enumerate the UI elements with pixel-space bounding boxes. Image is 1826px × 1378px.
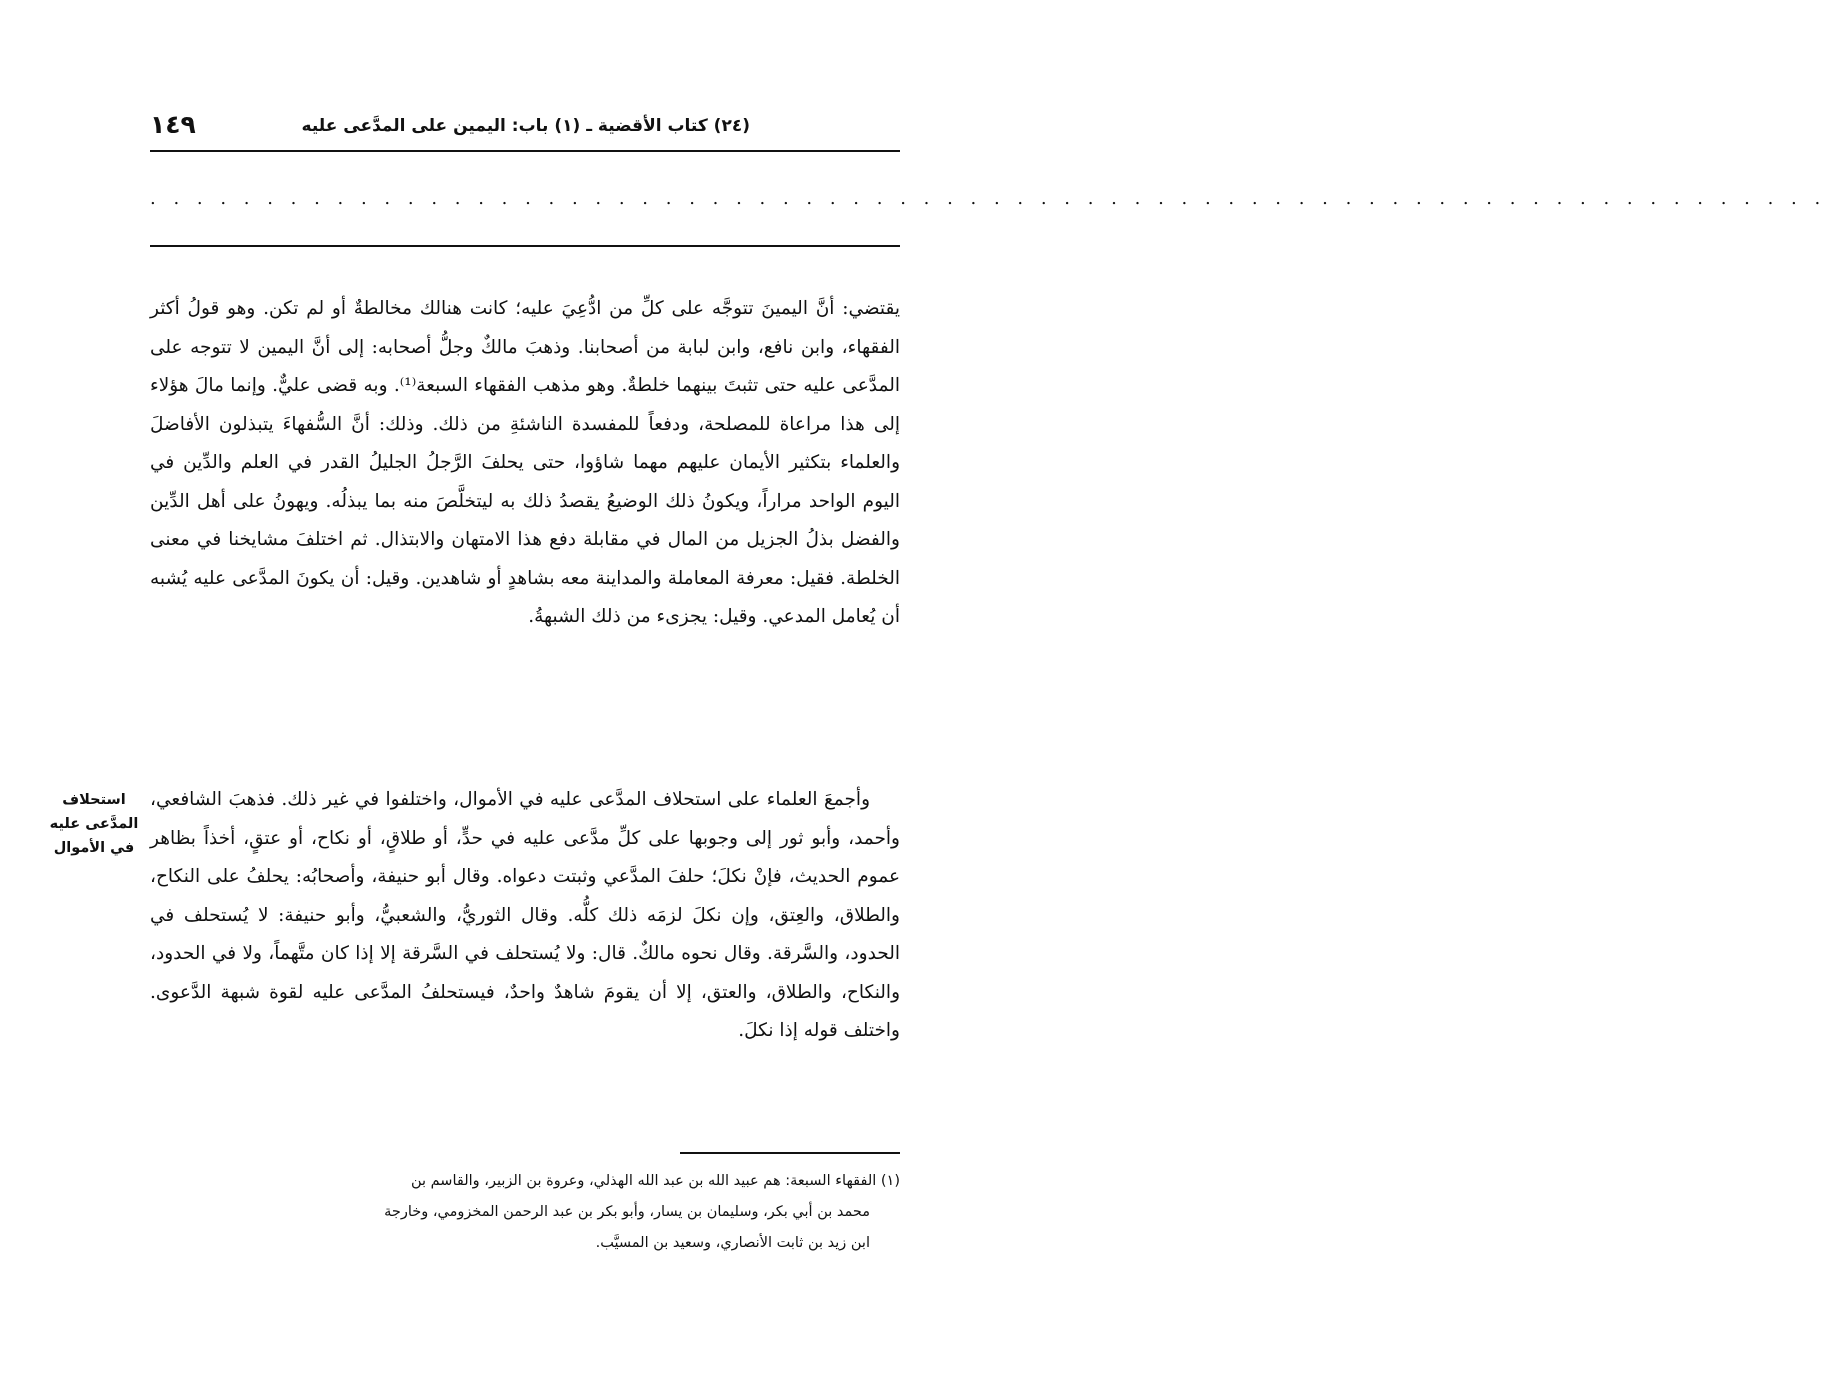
omission-dots: . . . . . . . . . . . . . . . . . . . . . . . . . . . . . . . . . . . . . . . . . . . . . . . . . . . . . . . . . . . . . . . . . . . . . . . . [150, 188, 1826, 209]
body-paragraph-1 [150, 290, 900, 637]
margin-note-line: استحلاف [62, 792, 126, 808]
body-paragraph-2 [150, 781, 900, 1051]
paragraph-text: يقتضي: أنَّ اليمينَ تتوجَّه على كلِّ من ادُّعِيَ عليه؛ كانت هنالك مخالطةٌ أو لم تكن. وهو قولُ أكثر الفقهاء، وابن نافع، وابن لبابة من أصحابنا. وذهبَ مالكٌ وجلُّ أصحابه: إلى أنَّ اليمين لا تتوجه على المدَّعى عليه حتى تثبتَ بينهما خلطةٌ. وهو مذهب الفقهاء السبعة⁽¹⁾. وبه قضى عليٌّ. وإنما مالَ هؤلاء إلى هذا مراعاة للمصلحة، ودفعاً للمفسدة الناشئةِ من ذلك. وذلك: أنَّ السُّفهاءَ يتبذلون الأفاضلَ والعلماء بتكثير الأيمان عليهم مهما شاؤوا، حتى يحلفَ الرَّجلُ الجليلُ القدر في العلم والدِّين في اليوم الواحد مراراً، ويكونُ ذلك الوضيعُ يقصدُ ذلك به ليتخلَّصَ منه بما يبذلُه. ويهونُ على أهل الدِّين والفضل بذلُ الجزيل من المال في مقابلة دفع هذا الامتهان والابتذال. ثم اختلفَ مشايخنا في معنى الخلطة. فقيل: معرفة المعاملة والمداينة معه بشاهدٍ أو شاهدين. وقيل: أن يكونَ المدَّعى عليه يُشبه أن يُعامل المدعي. وقيل: يجزىء من ذلك الشبهةُ. [150, 298, 900, 627]
margin-note [40, 788, 148, 860]
footnote-rule [680, 1152, 900, 1154]
margin-note-line: المدَّعى عليه [49, 816, 139, 832]
paragraph-text: وأجمعَ العلماء على استحلاف المدَّعى عليه في الأموال، واختلفوا في غير ذلك. فذهبَ الشافعي، وأحمد، وأبو ثور إلى وجوبها على كلِّ مدَّعى عليه في حدٍّ، أو طلاقٍ، أو نكاح، أو عتقٍ، أخذاً بظاهر عموم الحديث، فإنْ نكلَ؛ حلفَ المدَّعي وثبتت دعواه. وقال أبو حنيفة، وأصحابُه: يحلفُ على النكاح، والطلاق، والعِتق، وإن نكلَ لزمَه ذلك كلُّه. وقال الثوريُّ، والشعبيُّ، وأبو حنيفة: لا يُستحلف في الحدود، والسَّرقة. وقال نحوه مالكٌ. قال: ولا يُستحلف في السَّرقة إلا إذا كان متَّهماً، ولا في الحدود، والنكاح، والطلاق، والعتق، إلا أن يقومَ شاهدٌ واحدٌ، فيستحلفُ المدَّعى عليه لقوة شبهة الدَّعوى. واختلف قوله إذا نكلَ. [150, 789, 900, 1041]
footnote-line: (١) الفقهاء السبعة: هم عبيد الله بن عبد الله الهذلي، وعروة بن الزبير، والقاسم بن [410, 1173, 900, 1189]
margin-note-line: في الأموال [53, 840, 135, 856]
footnote-line: ابن زيد بن ثابت الأنصاري، وسعيد بن المسيَّب. [595, 1235, 870, 1251]
running-title: (٢٤) كتاب الأقضية ـ (١) باب: اليمين على المدَّعى عليه [301, 116, 750, 136]
footnote [140, 1166, 900, 1259]
footnote-line: محمد بن أبي بكر، وسليمان بن يسار، وأبو بكر بن عبد الرحمن المخزومي، وخارجة [384, 1204, 870, 1220]
separator-rule [150, 245, 900, 247]
header-rule [150, 150, 900, 152]
page-header [150, 108, 900, 148]
page-number: ١٤٩ [150, 110, 196, 139]
